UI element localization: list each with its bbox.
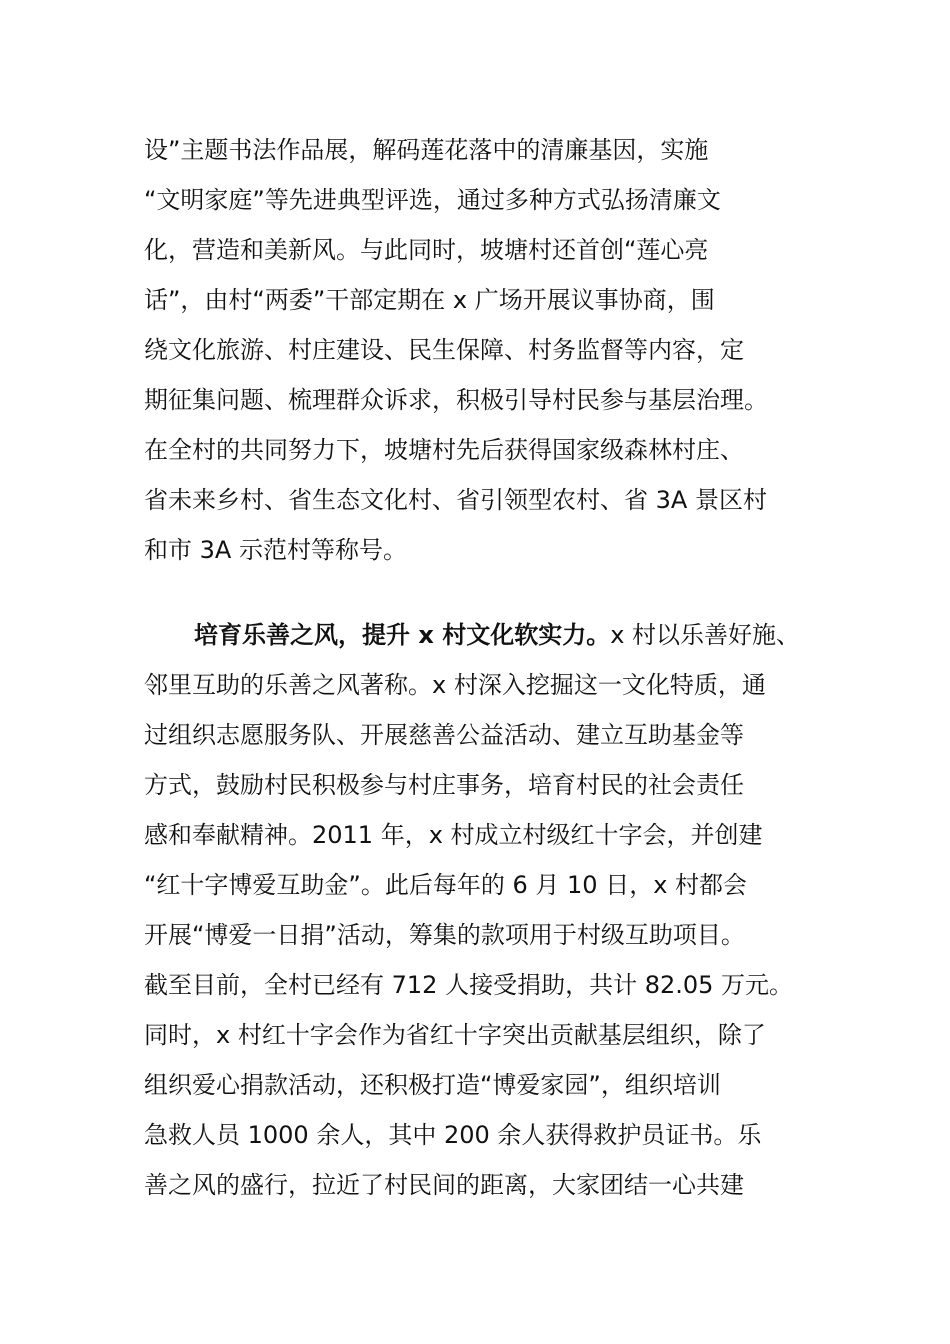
paragraph-1-line-6: 期征集问题、梳理群众诉求，积极引导村民参与基层治理。 bbox=[144, 386, 768, 414]
paragraph-1-line-2: “文明家庭”等先进典型评选，通过多种方式弘扬清廉文 bbox=[144, 186, 721, 214]
paragraph-2-line-12: 善之风的盛行，拉近了村民间的距离，大家团结一心共建 bbox=[144, 1171, 744, 1199]
paragraph-2-line-7: 开展“博爱一日捐”活动，筹集的款项用于村级互助项目。 bbox=[144, 921, 745, 949]
paragraph-1-line-1: 设”主题书法作品展，解码莲花落中的清廉基因，实施 bbox=[144, 136, 709, 164]
paragraph-1-line-3: 化，营造和美新风。与此同时，坡塘村还首创“莲心亮 bbox=[144, 236, 709, 264]
paragraph-2-line-3: 过组织志愿服务队、开展慈善公益活动、建立互助基金等 bbox=[144, 721, 744, 749]
paragraph-2-line-1-rest: x 村以乐善好施、 bbox=[610, 621, 801, 649]
paragraph-2-line-4: 方式，鼓励村民积极参与村庄事务，培育村民的社会责任 bbox=[144, 771, 744, 799]
paragraph-2-line-1 bbox=[194, 618, 800, 652]
paragraph-2-line-8: 截至目前，全村已经有 712 人接受捐助，共计 82.05 万元。 bbox=[144, 971, 794, 999]
paragraph-2-line-9: 同时，x 村红十字会作为省红十字突出贡献基层组织，除了 bbox=[144, 1021, 766, 1049]
paragraph-2-line-5: 感和奉献精神。2011 年，x 村成立村级红十字会，并创建 bbox=[144, 821, 763, 849]
paragraph-2-heading: 培育乐善之风，提升 x 村文化软实力。 bbox=[194, 621, 611, 649]
paragraph-2-line-6: “红十字博爱互助金”。此后每年的 6 月 10 日，x 村都会 bbox=[144, 871, 748, 899]
paragraph-1-line-7: 在全村的共同努力下，坡塘村先后获得国家级森林村庄、 bbox=[144, 436, 744, 464]
paragraph-2-line-10: 组织爱心捐款活动，还积极打造“博爱家园”，组织培训 bbox=[144, 1071, 721, 1099]
paragraph-2-line-2: 邻里互助的乐善之风著称。x 村深入挖掘这一文化特质，通 bbox=[144, 671, 766, 699]
paragraph-1-line-9: 和市 3A 示范村等称号。 bbox=[144, 536, 407, 564]
paragraph-1-line-5: 绕文化旅游、村庄建设、民生保障、村务监督等内容，定 bbox=[144, 336, 744, 364]
paragraph-2-line-11: 急救人员 1000 余人，其中 200 余人获得救护员证书。乐 bbox=[144, 1121, 762, 1149]
paragraph-1-line-8: 省未来乡村、省生态文化村、省引领型农村、省 3A 景区村 bbox=[144, 486, 767, 514]
paragraph-1-line-4: 话”，由村“两委”干部定期在 x 广场开展议事协商，围 bbox=[144, 286, 715, 314]
